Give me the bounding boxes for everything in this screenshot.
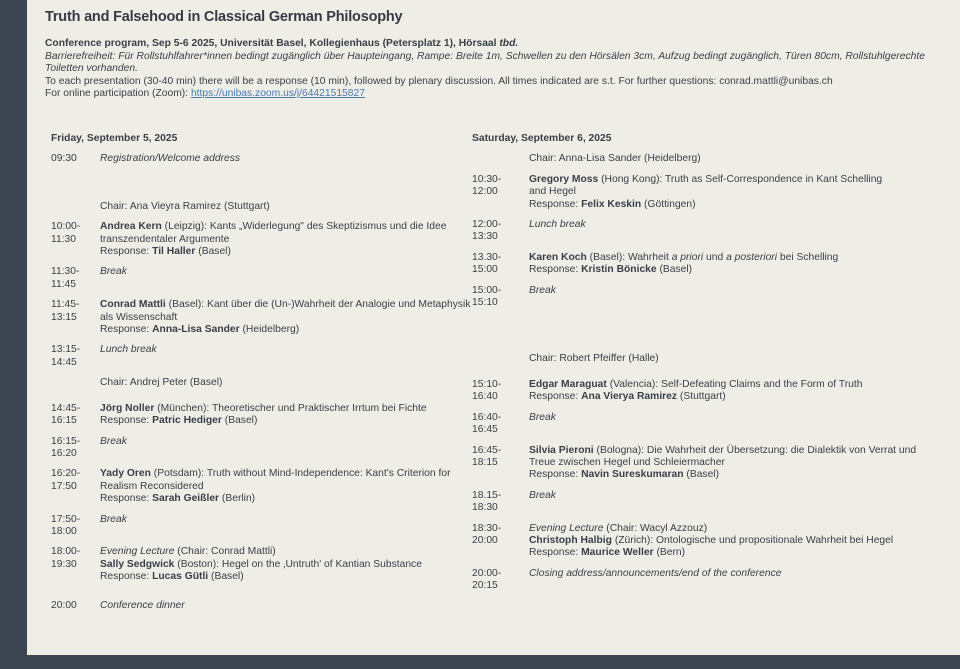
schedule-item: 11:45- 13:15 Conrad Mattli (Basel): Kant über die (Un-)Wahrheit der Analogie und Metaphysik als Wissenschaft Response: Anna-Lisa Sander (Heidelberg)	[51, 299, 471, 336]
session-chair: Chair: Anna-Lisa Sander (Heidelberg)	[529, 153, 701, 165]
session-chair: Chair: Robert Pfeiffer (Halle)	[529, 353, 659, 365]
zoom-line: For online participation (Zoom): https://unibas.zoom.us/j/64421515827	[45, 88, 365, 99]
schedule-item: 20:00 Conference dinner	[51, 599, 185, 611]
accessibility-note: Barrierefreiheit: Für Rollstuhlfahrer*innen bedingt zugänglich über Haupteingang, Rampe: Breite 1m, Schwellen zu den Hörsälen 3cm, Aufzug bedingt zugänglich, Türen 80cm, Rollstuhlgerechte Toiletten vorhanden.	[45, 50, 925, 74]
session-chair: Chair: Ana Vieyra Ramirez (Stuttgart)	[100, 200, 270, 212]
schedule-item: 16:45- 18:15 Silvia Pieroni (Bologna): Die Wahrheit der Übersetzung: die Dialektik von Verrat und Treue zwischen Hegel und Schleiermacher Response: Navin Sureskumaran (Basel)	[472, 444, 917, 481]
friday-column	[51, 133, 471, 612]
zoom-link[interactable]: https://unibas.zoom.us/j/64421515827	[190, 88, 365, 99]
session-chair: Chair: Andrej Peter (Basel)	[100, 377, 223, 389]
schedule-item: 09:30 Registration/Welcome address	[51, 153, 241, 165]
schedule-item: 10:30- 12:00 Gregory Moss (Hong Kong): Truth as Self-Correspondence in Kant Schelling and Hegel Response: Felix Keskin (Göttingen)	[472, 173, 883, 210]
schedule-item: 14:45- 16:15 Jörg Noller (München): Theoretischer und Praktischer Irrtum bei Fichte Response: Patric Hediger (Basel)	[51, 402, 427, 427]
schedule-item: 18.15- 18:30 Break	[472, 489, 556, 514]
schedule-item: 13:15- 14:45 Lunch break	[51, 344, 157, 368]
schedule-item: 15:00- 15:10 Break	[472, 284, 556, 309]
schedule-item: 16:15- 16:20 Break	[51, 435, 127, 459]
schedule-item: 18:00- 19:30 Evening Lecture (Chair: Conrad Mattli) Sally Sedgwick (Boston): Hegel on the ‚Untruth' of Kantian Substance Response: Lucas Gütli (Basel)	[51, 546, 422, 583]
program-header	[45, 38, 945, 101]
schedule-item: 13.30- 15:00 Karen Koch (Basel): Wahrheit a priori und a posteriori bei Schelling Response: Kristin Bönicke (Basel)	[472, 251, 839, 276]
schedule-item: 17:50- 18:00 Break	[51, 513, 127, 537]
saturday-column	[472, 133, 917, 593]
document-page	[27, 0, 960, 655]
schedule-item: 16:40- 16:45 Break	[472, 411, 556, 436]
schedule-item: 20:00- 20:15 Closing address/announcements/end of the conference	[472, 567, 782, 592]
schedule-item: 15:10- 16:40 Edgar Maraguat (Valencia): Self-Defeating Claims and the Form of Truth Response: Ana Vierya Ramirez (Stuttgart)	[472, 378, 863, 403]
program-line: Conference program, Sep 5-6 2025, Universität Basel, Kollegienhaus (Petersplatz 1), Hörsaal tbd.	[45, 38, 519, 49]
page-title: Truth and Falsehood in Classical German Philosophy	[45, 9, 403, 25]
saturday-heading: Saturday, September 6, 2025	[472, 133, 612, 144]
schedule-item: 12:00- 13:30 Lunch break	[472, 219, 586, 243]
schedule-item: 16:20- 17:50 Yady Oren (Potsdam): Truth without Mind-Independence: Kant's Criterion for Realism Reconsidered Response: Sarah Geißler (Berlin)	[51, 468, 451, 505]
schedule-item: 11:30- 11:45 Break	[51, 266, 127, 290]
friday-heading: Friday, September 5, 2025	[51, 133, 178, 144]
schedule-item: 18:30- 20:00 Evening Lecture (Chair: Wacyl Azzouz) Christoph Halbig (Zürich): Ontologische und propositionale Wahrheit bei Hegel Response: Maurice Weller (Bern)	[472, 522, 894, 559]
format-note: To each presentation (30-40 min) there will be a response (10 min), followed by plenary discussion. All times indicated are s.t. For further questions: conrad.mattli@unibas.ch	[45, 75, 833, 87]
schedule-item: 10:00- 11:30 Andrea Kern (Leipzig): Kants „Widerlegung" des Skeptizismus und die Idee transzendentaler Argumente Response: Til Haller (Basel)	[51, 221, 447, 258]
